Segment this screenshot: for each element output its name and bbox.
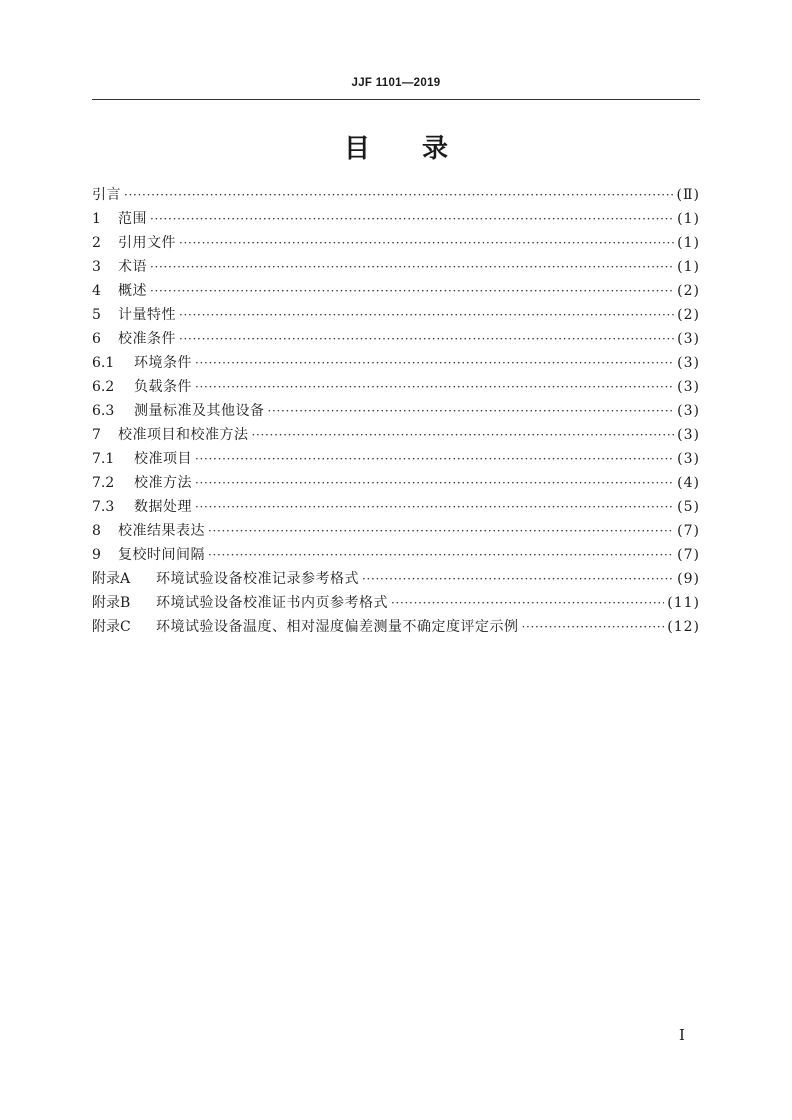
toc-entry-page: (2): [677, 283, 700, 299]
toc-entry-page: (3): [677, 331, 700, 347]
toc-entry-number: 7: [92, 427, 101, 443]
toc-entry-number: 9: [92, 547, 101, 563]
toc-entry[interactable]: [92, 231, 700, 255]
toc-leader-dots: [252, 423, 675, 447]
toc-entry-page: (9): [677, 571, 700, 587]
toc-entry-page: (3): [677, 403, 700, 419]
toc-leader-dots: [195, 375, 674, 399]
toc-entry-number: 2: [92, 235, 101, 251]
toc-entry[interactable]: [92, 519, 700, 543]
toc-leader-dots: [195, 471, 674, 495]
toc-entry-page: (7): [677, 547, 700, 563]
toc-entry-label: 术语: [118, 259, 147, 275]
toc-entry-page: (3): [677, 379, 700, 395]
toc-entry[interactable]: [92, 207, 700, 231]
toc-entry[interactable]: [92, 183, 700, 207]
page-number: I: [679, 1026, 685, 1044]
toc-entry[interactable]: [92, 303, 700, 327]
table-of-contents: [92, 183, 700, 639]
toc-leader-dots: [208, 543, 674, 567]
toc-entry-number: 附录B: [92, 595, 131, 611]
toc-leader-dots: [150, 279, 674, 303]
toc-leader-dots: [179, 303, 674, 327]
toc-entry-label: 校准项目: [134, 451, 192, 467]
toc-entry-label: 负载条件: [134, 379, 192, 395]
standard-code-header: JJF 1101—2019: [351, 77, 441, 89]
toc-entry-page: (1): [677, 259, 700, 275]
toc-leader-dots: [179, 327, 674, 351]
toc-leader-dots: [150, 207, 674, 231]
toc-entry-number: 1: [92, 211, 101, 227]
page-title: 目录: [343, 134, 500, 164]
toc-entry-number: 附录A: [92, 571, 131, 587]
toc-entry[interactable]: [92, 327, 700, 351]
toc-entry-label: 环境试验设备温度、相对湿度偏差测量不确定度评定示例: [156, 619, 519, 635]
toc-entry-label: 校准项目和校准方法: [118, 427, 249, 443]
toc-entry[interactable]: [92, 423, 700, 447]
toc-leader-dots: [208, 519, 674, 543]
toc-entry-page: (4): [677, 475, 700, 491]
toc-entry-number: 6.2: [92, 379, 115, 395]
toc-entry[interactable]: [92, 567, 700, 591]
toc-leader-dots: [179, 231, 674, 255]
toc-entry[interactable]: [92, 255, 700, 279]
toc-leader-dots: [195, 447, 674, 471]
toc-entry-label: 数据处理: [134, 499, 192, 515]
toc-leader-dots: [268, 399, 675, 423]
toc-leader-dots: [150, 255, 674, 279]
toc-entry-label: 校准结果表达: [118, 523, 205, 539]
toc-leader-dots: [124, 183, 674, 207]
toc-entry[interactable]: [92, 375, 700, 399]
toc-leader-dots: [362, 567, 674, 591]
toc-entry[interactable]: [92, 351, 700, 375]
toc-entry-label: 环境条件: [134, 355, 192, 371]
toc-entry-number: 4: [92, 283, 101, 299]
toc-entry-number: 6: [92, 331, 101, 347]
toc-entry[interactable]: [92, 615, 700, 639]
toc-entry[interactable]: [92, 447, 700, 471]
toc-entry-label: 计量特性: [118, 307, 176, 323]
toc-entry-number: 5: [92, 307, 101, 323]
toc-entry[interactable]: [92, 279, 700, 303]
toc-entry[interactable]: [92, 543, 700, 567]
toc-entry-page: (3): [677, 451, 700, 467]
toc-entry-number: 7.1: [92, 451, 115, 467]
toc-entry-label: 概述: [118, 283, 147, 299]
toc-entry-label: 引言: [92, 187, 121, 203]
toc-leader-dots: [195, 351, 674, 375]
toc-entry-label: 校准方法: [134, 475, 192, 491]
toc-entry-label: 环境试验设备校准记录参考格式: [156, 571, 359, 587]
toc-entry-label: 校准条件: [118, 331, 176, 347]
toc-entry-page: (Ⅱ): [676, 187, 700, 203]
toc-entry-number: 附录C: [92, 619, 131, 635]
toc-entry-page: (1): [677, 211, 700, 227]
toc-entry-number: 6.3: [92, 403, 115, 419]
toc-entry-label: 范围: [118, 211, 147, 227]
toc-entry[interactable]: [92, 471, 700, 495]
toc-entry-label: 测量标准及其他设备: [134, 403, 265, 419]
toc-entry-page: (1): [677, 235, 700, 251]
header-divider: [92, 99, 700, 100]
toc-entry-label: 引用文件: [118, 235, 176, 251]
toc-entry-number: 7.3: [92, 499, 115, 515]
toc-entry-page: (3): [677, 427, 700, 443]
toc-leader-dots: [391, 591, 664, 615]
toc-entry-label: 环境试验设备校准证书内页参考格式: [156, 595, 388, 611]
toc-entry[interactable]: [92, 399, 700, 423]
toc-entry-number: 3: [92, 259, 101, 275]
toc-entry-page: (3): [677, 355, 700, 371]
toc-entry-page: (2): [677, 307, 700, 323]
toc-entry-page: (11): [667, 595, 700, 611]
toc-entry-number: 7.2: [92, 475, 115, 491]
toc-entry-page: (5): [677, 499, 700, 515]
toc-entry-page: (12): [667, 619, 700, 635]
toc-entry-label: 复校时间间隔: [118, 547, 205, 563]
toc-leader-dots: [522, 615, 665, 639]
toc-leader-dots: [195, 495, 674, 519]
toc-entry[interactable]: [92, 591, 700, 615]
toc-entry-number: 6.1: [92, 355, 115, 371]
toc-entry-page: (7): [677, 523, 700, 539]
toc-entry-number: 8: [92, 523, 101, 539]
toc-entry[interactable]: [92, 495, 700, 519]
